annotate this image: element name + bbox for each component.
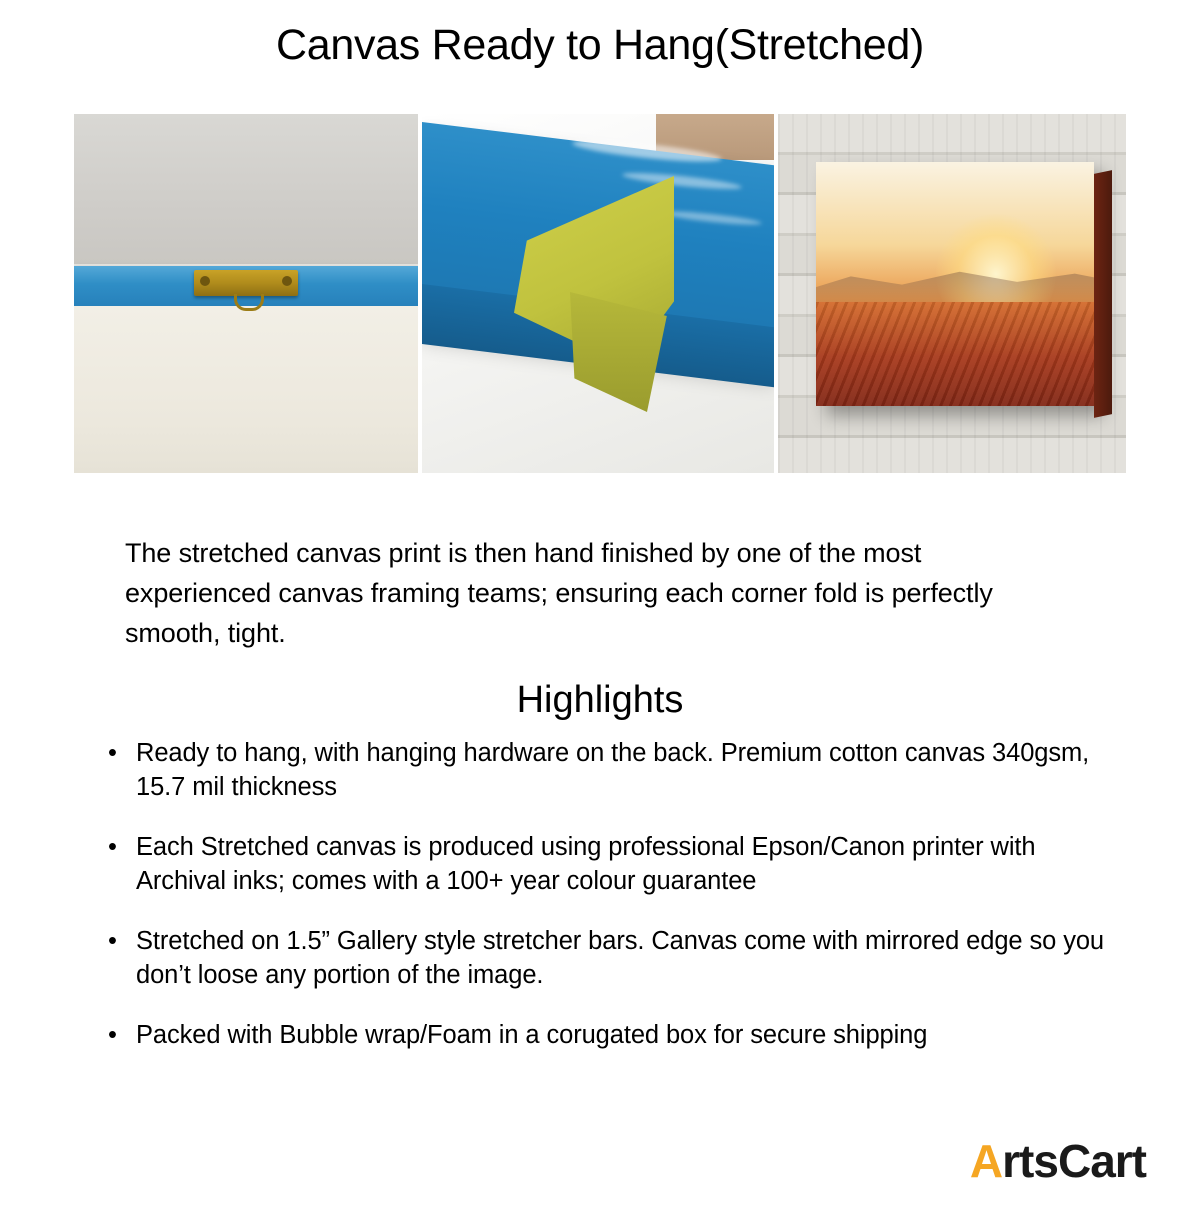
gallery-image-canvas-on-wall xyxy=(778,114,1126,473)
hanging-canvas-side-edge xyxy=(1094,170,1112,418)
bullet-icon: • xyxy=(108,833,117,861)
list-item-text: Stretched on 1.5” Gallery style stretcher bars. Canvas come with mirrored edge so you don’t loose any portion of the image. xyxy=(136,927,1105,989)
highlights-heading: Highlights xyxy=(516,678,684,721)
highlights-list xyxy=(100,736,1110,1078)
artwork-foreground xyxy=(816,302,1094,406)
logo-accent-letter: A xyxy=(969,1135,1003,1187)
list-item-text: Ready to hang, with hanging hardware on the back. Premium cotton canvas 340gsm, 15.7 mil thickness xyxy=(136,739,1090,801)
list-item xyxy=(100,924,1110,992)
list-item xyxy=(100,830,1110,898)
artscart-logo xyxy=(970,1134,1146,1188)
logo-text-cart: Cart xyxy=(1057,1135,1146,1187)
gallery-image-canvas-back-hardware xyxy=(74,114,418,473)
canvas-back-shadow-band xyxy=(74,114,418,264)
gallery-image-canvas-corner-fold xyxy=(422,114,774,473)
product-info-page xyxy=(0,20,1200,1220)
list-item xyxy=(100,736,1110,804)
list-item-text: Each Stretched canvas is produced using professional Epson/Canon printer with Archival inks; comes with a 100+ year colour guarantee xyxy=(136,833,1036,895)
hanging-canvas-artwork xyxy=(816,162,1094,406)
canvas-back-linen xyxy=(74,306,418,473)
bullet-icon: • xyxy=(108,1021,117,1049)
logo-text-arts: rts xyxy=(1002,1135,1058,1187)
list-item-text: Packed with Bubble wrap/Foam in a corugated box for secure shipping xyxy=(136,1021,928,1049)
hanging-bracket-icon xyxy=(194,270,298,296)
product-image-gallery xyxy=(74,114,1126,473)
bullet-icon: • xyxy=(108,927,117,955)
intro-paragraph: The stretched canvas print is then hand finished by one of the most experienced canvas framing teams; ensuring each corner fold is perfectly smooth, tight. xyxy=(125,538,993,648)
bullet-icon: • xyxy=(108,739,117,767)
list-item xyxy=(100,1018,1110,1052)
page-title: Canvas Ready to Hang(Stretched) xyxy=(276,21,924,69)
